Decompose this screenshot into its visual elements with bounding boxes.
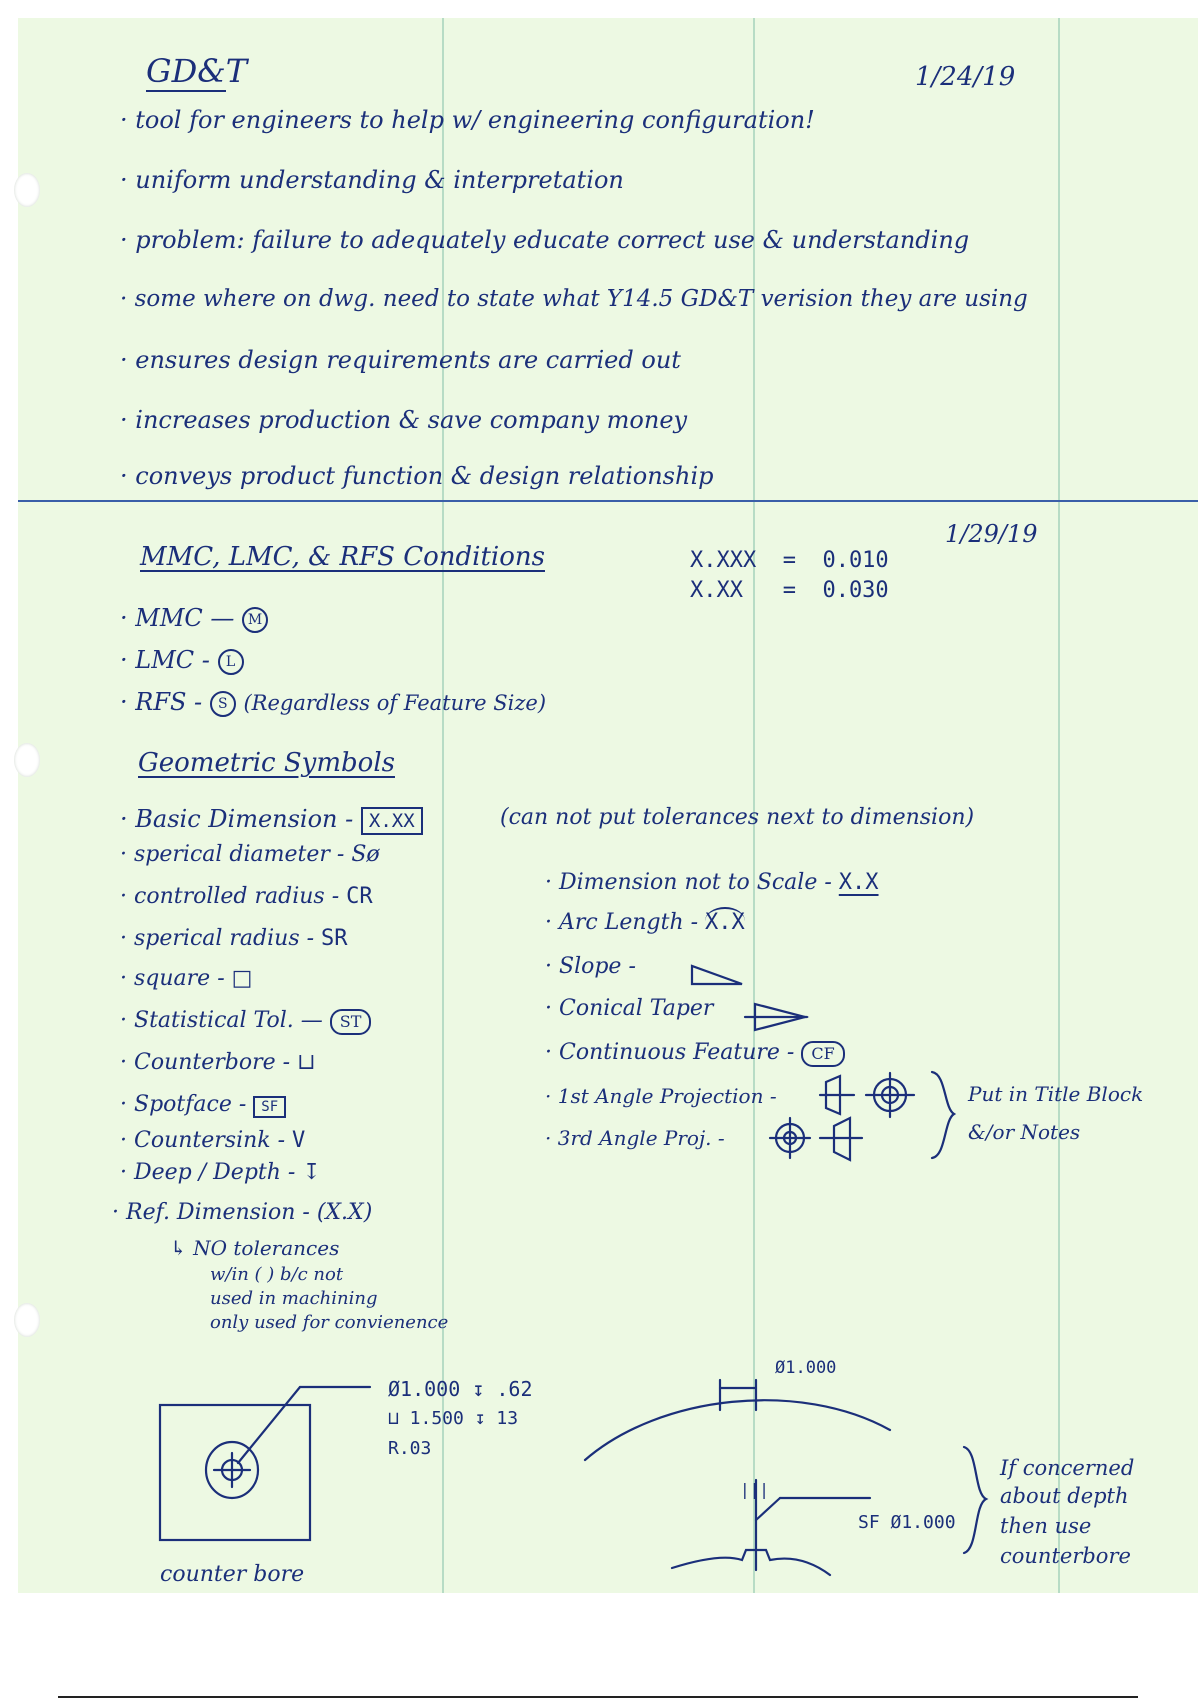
first-angle-projection-icon bbox=[818, 1072, 918, 1118]
symbol-row: · Deep / Depth - ↧ bbox=[120, 1160, 321, 1185]
callout-line: Ø1.000 ↧ .62 bbox=[388, 1377, 533, 1401]
bullet-item: · increases production & save company money bbox=[120, 406, 688, 434]
symbol-row: · controlled radius - CR bbox=[120, 884, 373, 909]
depth-mark: ||| bbox=[740, 1480, 769, 1499]
binder-hole bbox=[14, 743, 40, 777]
symbol-row: · Conical Taper bbox=[545, 996, 714, 1021]
tolerance-line: X.XX = 0.030 bbox=[690, 578, 889, 603]
brace-icon bbox=[928, 1070, 958, 1160]
arc-length-icon: X.X bbox=[705, 907, 745, 935]
symbol-row: · 3rd Angle Proj. - bbox=[545, 1126, 725, 1150]
page-divider bbox=[18, 500, 1198, 502]
symbol-row: · Arc Length - X.X bbox=[545, 910, 745, 935]
callout-line: ⊔ 1.500 ↧ 13 bbox=[388, 1408, 519, 1429]
section-heading: MMC, LMC, & RFS Conditions bbox=[140, 542, 545, 572]
condition-mmc: · MMC — M bbox=[120, 604, 268, 633]
condition-lmc: · LMC - L bbox=[120, 646, 244, 675]
spotface-callout: SF Ø1.000 bbox=[858, 1512, 956, 1533]
tolerance-line: X.XXX = 0.010 bbox=[690, 548, 889, 573]
binder-hole bbox=[14, 1303, 40, 1337]
bullet-item: · tool for engineers to help w/ engineering configuration! bbox=[120, 106, 815, 134]
ref-note: only used for convienence bbox=[210, 1312, 449, 1333]
rfs-symbol-icon: S bbox=[210, 691, 236, 717]
date-2: 1/29/19 bbox=[945, 520, 1038, 548]
basic-dimension: · Basic Dimension - X.XX bbox=[120, 805, 423, 835]
brace-icon bbox=[960, 1445, 990, 1555]
symbol-row: · Spotface - SF bbox=[120, 1092, 286, 1118]
countersink-icon: V bbox=[292, 1128, 306, 1153]
spotface-icon: SF bbox=[253, 1096, 286, 1118]
title-block-note: Put in Title Block bbox=[968, 1082, 1144, 1106]
bullet-item: · ensures design requirements are carried out bbox=[120, 346, 681, 374]
bullet-item: · conveys product function & design relationship bbox=[120, 462, 714, 490]
mmc-symbol-icon: M bbox=[242, 607, 268, 633]
symbol-row: · sperical diameter - Sø bbox=[120, 842, 380, 867]
ref-note: used in machining bbox=[210, 1288, 378, 1309]
statistical-tol-icon: ST bbox=[330, 1009, 372, 1035]
arc-dimension: Ø1.000 bbox=[775, 1358, 837, 1378]
condition-rfs: · RFS - S (Regardless of Feature Size) bbox=[120, 688, 547, 716]
ref-note: w/in ( ) b/c not bbox=[210, 1264, 344, 1285]
title-block-note: &/or Notes bbox=[968, 1120, 1081, 1144]
ref-dimension: · Ref. Dimension - (X.X) bbox=[112, 1200, 373, 1225]
callout-line: R.03 bbox=[388, 1438, 432, 1459]
lmc-symbol-icon: L bbox=[218, 649, 244, 675]
symbols-heading: Geometric Symbols bbox=[138, 748, 395, 778]
symbol-row: · sperical radius - SR bbox=[120, 926, 348, 951]
conical-taper-icon bbox=[745, 1000, 810, 1034]
symbol-row: · Continuous Feature - CF bbox=[545, 1040, 845, 1067]
title-underline bbox=[146, 90, 226, 92]
symbol-row: · square - □ bbox=[120, 966, 253, 991]
spotface-sketch bbox=[580, 1370, 940, 1580]
third-angle-projection-icon bbox=[770, 1114, 870, 1162]
date-1: 1/24/19 bbox=[915, 62, 1016, 92]
symbol-row: · 1st Angle Projection - bbox=[545, 1084, 777, 1108]
symbol-row: · Statistical Tol. — ST bbox=[120, 1008, 371, 1035]
ref-note: ↳ NO tolerances bbox=[170, 1236, 340, 1260]
square-icon: □ bbox=[231, 966, 253, 991]
basic-dim-box: X.XX bbox=[361, 807, 423, 835]
symbol-row: · Slope - bbox=[545, 954, 636, 979]
depth-note: about depth bbox=[1000, 1484, 1129, 1508]
page-title: GD&T bbox=[146, 52, 248, 90]
depth-note: counterbore bbox=[1000, 1544, 1131, 1568]
bullet-item: · problem: failure to adequately educate correct use & understanding bbox=[120, 226, 970, 254]
slope-icon bbox=[690, 960, 745, 990]
depth-note: then use bbox=[1000, 1514, 1092, 1538]
sketch-caption: counter bore bbox=[160, 1562, 305, 1587]
symbol-row: · Dimension not to Scale - X.X bbox=[545, 870, 879, 895]
counterbore-sketch bbox=[150, 1375, 330, 1545]
continuous-feature-icon: CF bbox=[801, 1041, 844, 1067]
bullet-item: · some where on dwg. need to state what Y14.5 GD&T verision they are using bbox=[120, 286, 1028, 312]
basic-dim-note: (can not put tolerances next to dimension) bbox=[500, 805, 975, 830]
depth-note: If concerned bbox=[1000, 1456, 1135, 1480]
symbol-row: · Counterbore - ⊔ bbox=[120, 1050, 316, 1075]
counterbore-icon: ⊔ bbox=[297, 1050, 316, 1075]
depth-icon: ↧ bbox=[302, 1160, 321, 1185]
symbol-row: · Countersink - V bbox=[120, 1128, 306, 1153]
binder-hole bbox=[14, 173, 40, 207]
scan-edge-line bbox=[58, 1696, 1138, 1698]
bullet-item: · uniform understanding & interpretation bbox=[120, 166, 624, 194]
